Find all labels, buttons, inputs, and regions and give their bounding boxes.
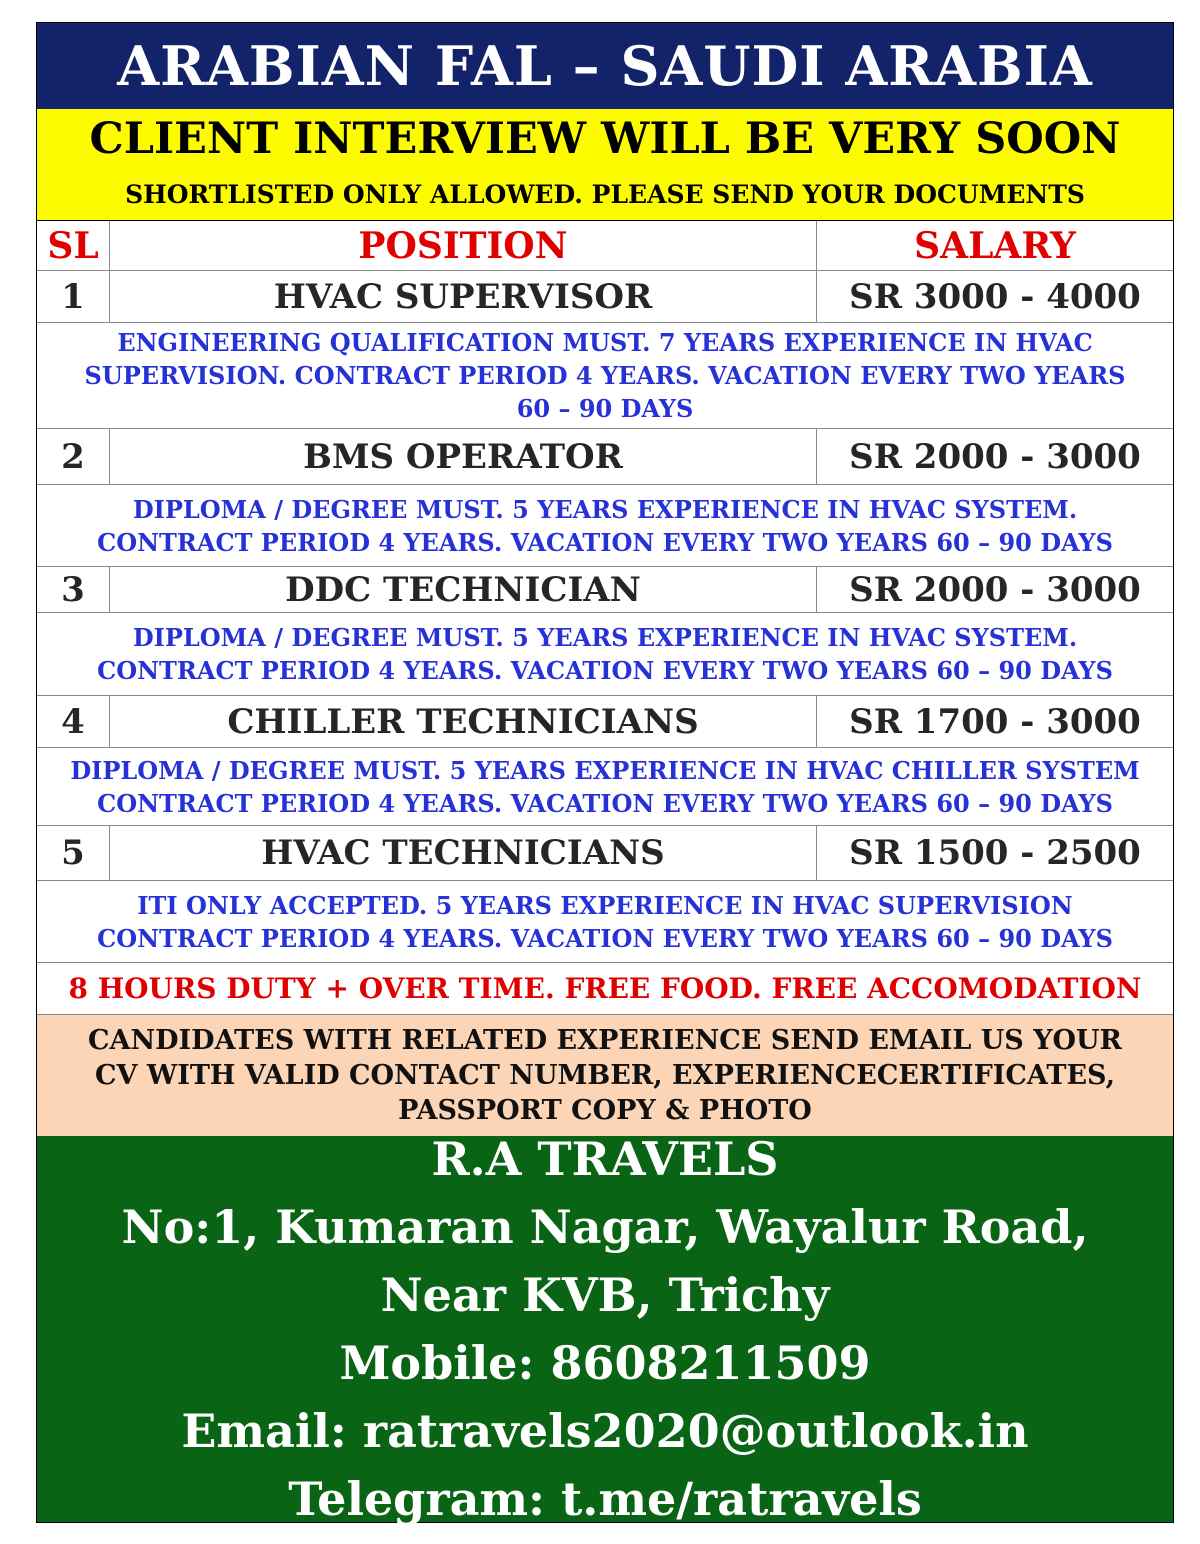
row-details (37, 323, 1173, 429)
row-sl: 5 (37, 826, 110, 880)
perks-line: 8 HOURS DUTY + OVER TIME. FREE FOOD. FREE ACCOMODATION (37, 963, 1173, 1015)
details-line: DIPLOMA / DEGREE MUST. 5 YEARS EXPERIENCE IN HVAC SYSTEM. (132, 494, 1078, 524)
row-details (37, 613, 1173, 696)
row-position: CHILLER TECHNICIANS (110, 696, 817, 747)
table-row (37, 696, 1173, 748)
instruction-line: PASSPORT COPY & PHOTO (398, 1095, 812, 1126)
details-line: DIPLOMA / DEGREE MUST. 5 YEARS EXPERIENCE IN HVAC CHILLER SYSTEM (70, 755, 1140, 785)
poster-title: ARABIAN FAL – SAUDI ARABIA (37, 23, 1173, 109)
details-line: CONTRACT PERIOD 4 YEARS. VACATION EVERY TWO YEARS 60 – 90 DAYS (97, 527, 1113, 557)
table-row (37, 271, 1173, 323)
details-line: SUPERVISION. CONTRACT PERIOD 4 YEARS. VACATION EVERY TWO YEARS (84, 361, 1126, 390)
row-details (37, 881, 1173, 963)
row-position: DDC TECHNICIAN (110, 567, 817, 612)
instruction-line: CV WITH VALID CONTACT NUMBER, EXPERIENCECERTIFICATES, (95, 1060, 1115, 1091)
row-position: HVAC TECHNICIANS (110, 826, 817, 880)
row-salary: SR 2000 - 3000 (849, 436, 1141, 477)
details-line: CONTRACT PERIOD 4 YEARS. VACATION EVERY TWO YEARS 60 – 90 DAYS (97, 788, 1113, 818)
details-line: ENGINEERING QUALIFICATION MUST. 7 YEARS EXPERIENCE IN HVAC (117, 328, 1093, 357)
row-details (37, 748, 1173, 826)
table-row (37, 429, 1173, 485)
address-line: Near KVB, Trichy (380, 1268, 830, 1322)
row-sl: 1 (37, 271, 110, 322)
row-salary: SR 1700 - 3000 (849, 701, 1141, 742)
contact-panel (37, 1132, 1173, 1526)
address-line: No:1, Kumaran Nagar, Wayalur Road, (121, 1200, 1089, 1254)
instruction-line: CANDIDATES WITH RELATED EXPERIENCE SEND EMAIL US YOUR (88, 1025, 1122, 1056)
details-line: 60 – 90 DAYS (516, 394, 694, 423)
details-line: ITI ONLY ACCEPTED. 5 YEARS EXPERIENCE IN HVAC SUPERVISION (137, 890, 1073, 920)
candidate-instructions (37, 1015, 1173, 1136)
row-details (37, 485, 1173, 567)
row-sl: 3 (37, 567, 110, 612)
company-name: R.A TRAVELS (431, 1132, 779, 1186)
mobile-number: Mobile: 8608211509 (339, 1336, 871, 1390)
details-line: CONTRACT PERIOD 4 YEARS. VACATION EVERY TWO YEARS 60 – 90 DAYS (97, 923, 1113, 953)
table-row (37, 826, 1173, 881)
job-poster (36, 22, 1174, 1526)
email-address: Email: ratravels2020@outlook.in (181, 1404, 1029, 1458)
column-header-sl: SL (37, 221, 110, 270)
details-line: DIPLOMA / DEGREE MUST. 5 YEARS EXPERIENCE IN HVAC SYSTEM. (132, 623, 1078, 652)
row-position: HVAC SUPERVISOR (110, 271, 817, 322)
table-row (37, 567, 1173, 613)
telegram-link: Telegram: t.me/ratravels (288, 1472, 922, 1526)
row-sl: 4 (37, 696, 110, 747)
row-salary: SR 3000 - 4000 (849, 276, 1141, 317)
column-header-salary: SALARY (914, 224, 1076, 267)
table-header-row (37, 221, 1173, 271)
row-position: BMS OPERATOR (110, 429, 817, 484)
details-line: CONTRACT PERIOD 4 YEARS. VACATION EVERY TWO YEARS 60 – 90 DAYS (97, 656, 1113, 685)
row-salary: SR 2000 - 3000 (849, 569, 1141, 610)
shortlist-notice: SHORTLISTED ONLY ALLOWED. PLEASE SEND YOUR DOCUMENTS (37, 169, 1173, 221)
row-salary: SR 1500 - 2500 (849, 833, 1141, 873)
interview-banner: CLIENT INTERVIEW WILL BE VERY SOON (37, 109, 1173, 169)
column-header-position: POSITION (110, 221, 817, 270)
row-sl: 2 (37, 429, 110, 484)
